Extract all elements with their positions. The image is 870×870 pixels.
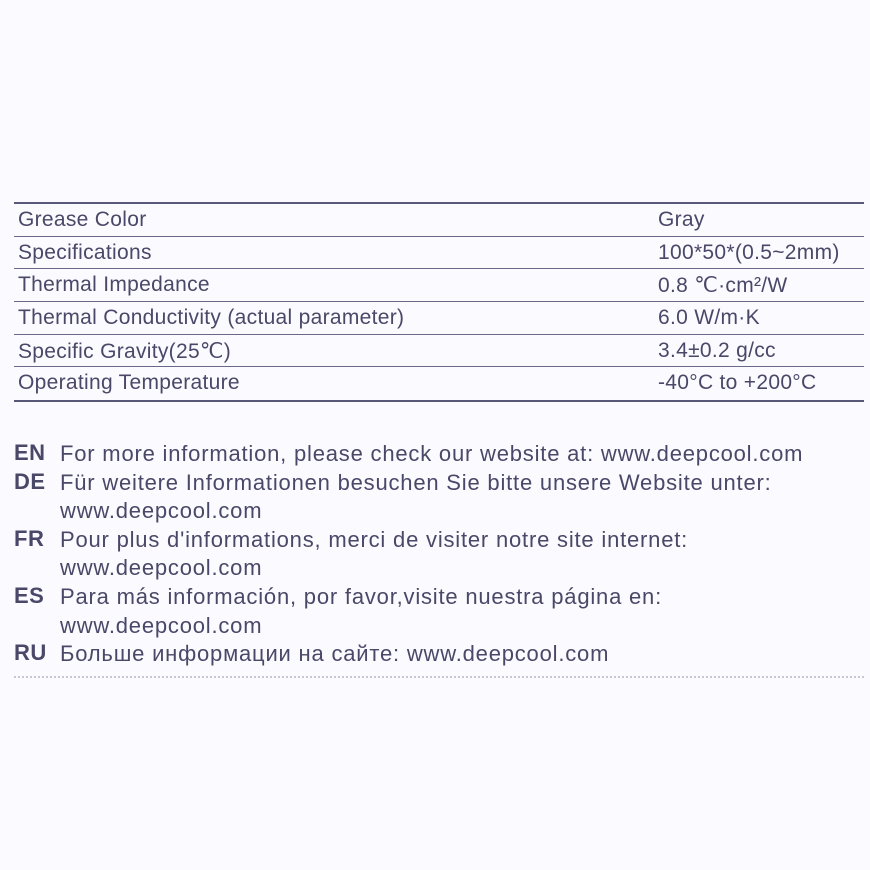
- spec-value: 100*50*(0.5~2mm): [658, 240, 840, 264]
- info-text: Für weitere Informationen besuchen Sie bitte unsere Website unter:: [60, 469, 772, 495]
- info-block-es: [14, 583, 870, 640]
- spec-row-specific-gravity: [14, 335, 864, 368]
- info-url: www.deepcool.com: [60, 555, 263, 581]
- spec-value: -40°C to +200°C: [658, 371, 817, 395]
- info-block-en: [14, 440, 870, 469]
- spec-label: Operating Temperature: [18, 371, 240, 395]
- info-text: Больше информации на сайте: www.deepcool.com: [60, 641, 610, 667]
- spec-value: Gray: [658, 208, 705, 231]
- info-block-ru: [14, 640, 870, 669]
- spec-value: 0.8 ℃·cm²/W: [658, 274, 788, 298]
- info-url: www.deepcool.com: [60, 498, 263, 524]
- spec-value: 3.4±0.2 g/cc: [658, 338, 776, 362]
- info-text: Pour plus d'informations, merci de visiter notre site internet:: [60, 526, 689, 552]
- spec-label: Grease Color: [18, 208, 147, 231]
- spec-row-thermal-conductivity: [14, 302, 864, 335]
- spec-value: 6.0 W/m·K: [658, 306, 760, 330]
- cut-off-line: [14, 676, 864, 681]
- info-text: Para más información, por favor,visite nuestra página en:: [60, 583, 663, 609]
- spec-label: Specific Gravity(25℃): [18, 339, 232, 363]
- spec-row-specifications: [14, 237, 864, 270]
- info-block-fr: [14, 526, 870, 583]
- website-info: [14, 440, 870, 669]
- language-code: EN: [14, 440, 46, 465]
- spec-table: [14, 202, 864, 402]
- spec-row-thermal-impedance: [14, 269, 864, 302]
- spec-label: Thermal Conductivity (actual parameter): [18, 306, 405, 330]
- info-url: www.deepcool.com: [60, 612, 263, 638]
- spec-label: Specifications: [18, 240, 152, 264]
- language-code: RU: [14, 640, 47, 666]
- spec-row-grease-color: [14, 204, 864, 237]
- spec-row-operating-temperature: [14, 367, 864, 400]
- info-text: For more information, please check our website at: www.deepcool.com: [60, 441, 804, 466]
- spec-label: Thermal Impedance: [18, 273, 210, 297]
- language-code: DE: [14, 468, 46, 494]
- language-code: ES: [14, 582, 45, 608]
- language-code: FR: [14, 525, 45, 551]
- info-block-de: [14, 469, 870, 526]
